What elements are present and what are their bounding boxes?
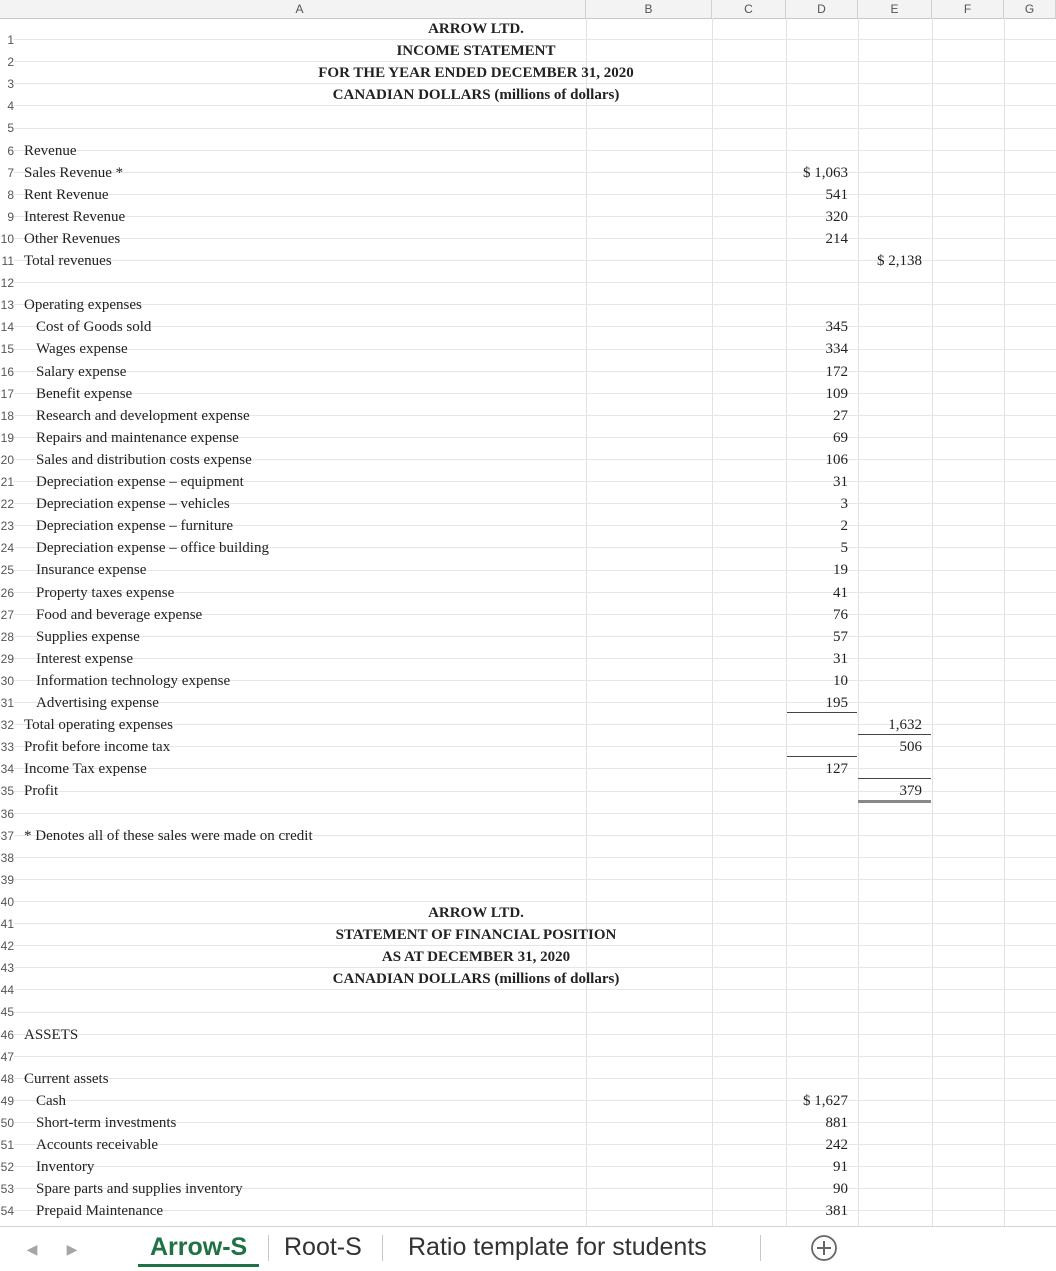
row-header[interactable]: 39	[0, 872, 14, 887]
current-asset-value: 242	[825, 1137, 848, 1153]
row-divider	[14, 194, 1056, 195]
tab-arrow-s[interactable]: Arrow-S	[138, 1227, 259, 1267]
row-header[interactable]: 31	[0, 696, 14, 710]
current-asset-label: Cash	[36, 1092, 66, 1109]
row-divider	[14, 636, 1056, 637]
income-tax-label: Income Tax expense	[24, 761, 147, 778]
total-underline	[787, 712, 857, 713]
financial-position-title: ARROW LTD.	[428, 905, 524, 921]
revenue-value: 541	[825, 186, 848, 203]
total-revenues-label: Total revenues	[24, 253, 112, 269]
row-divider	[14, 1012, 1056, 1013]
row-divider	[14, 1210, 1056, 1211]
row-header[interactable]: 4	[7, 99, 14, 114]
row-header[interactable]: 8	[7, 187, 14, 202]
row-divider	[14, 326, 1056, 327]
expense-value: 27	[833, 407, 848, 424]
row-header[interactable]: 22	[0, 497, 14, 512]
column-divider	[712, 18, 713, 1226]
row-header[interactable]: 41	[0, 917, 14, 931]
current-asset-value: $ 1,627	[803, 1092, 848, 1109]
expense-value: 3	[840, 496, 848, 513]
revenue-value: 320	[825, 208, 848, 225]
expense-label: Depreciation expense – vehicles	[36, 496, 230, 513]
row-header[interactable]: 48	[0, 1071, 14, 1086]
row-divider	[14, 989, 1056, 990]
column-divider	[586, 18, 587, 1226]
row-divider	[14, 304, 1056, 305]
financial-position-title: AS AT DECEMBER 31, 2020	[381, 949, 571, 966]
row-divider	[14, 945, 1056, 946]
expense-label: Wages expense	[36, 341, 128, 358]
profit-before-tax-label: Profit before income tax	[24, 739, 171, 756]
row-header[interactable]: 54	[0, 1204, 14, 1219]
expense-value: 31	[833, 474, 848, 490]
row-header[interactable]: 24	[0, 541, 14, 556]
expense-label: Research and development expense	[36, 407, 250, 424]
expense-value: 334	[825, 341, 848, 358]
row-divider	[14, 768, 1056, 769]
row-header[interactable]: 3	[7, 77, 14, 92]
row-header[interactable]: 51	[0, 1138, 14, 1152]
income-statement-title: INCOME STATEMENT	[396, 43, 556, 60]
current-asset-label: Accounts receivable	[36, 1137, 159, 1153]
row-divider	[14, 83, 1056, 84]
expense-label: Information technology expense	[36, 672, 231, 689]
total-operating-label: Total operating expenses	[24, 717, 173, 734]
row-header[interactable]: 53	[0, 1182, 14, 1197]
expense-label: Insurance expense	[36, 562, 147, 579]
revenue-value: 214	[825, 230, 848, 247]
total-revenues-value: $ 2,138	[877, 253, 922, 269]
profit-before-tax-value: 506	[899, 739, 922, 756]
row-divider	[14, 371, 1056, 372]
expense-value: 31	[833, 650, 848, 667]
row-divider	[14, 172, 1056, 173]
expense-value: 106	[825, 451, 848, 468]
tab-separator	[268, 1235, 269, 1261]
row-header[interactable]: 29	[0, 651, 14, 666]
row-header[interactable]: 32	[0, 718, 14, 733]
expense-label: Depreciation expense – office building	[36, 540, 269, 557]
row-header[interactable]: 5	[7, 121, 14, 136]
row-header[interactable]: 30	[0, 673, 14, 688]
row-header[interactable]: 44	[0, 983, 14, 998]
expense-label: Depreciation expense – equipment	[36, 474, 244, 490]
row-divider	[14, 1166, 1056, 1167]
profit-value: 379	[899, 783, 922, 800]
row-header[interactable]: 33	[0, 740, 14, 755]
row-divider	[14, 238, 1056, 239]
row-divider	[14, 570, 1056, 571]
revenue-label: Rent Revenue	[24, 186, 109, 203]
expense-label: Salary expense	[36, 363, 127, 380]
column-header-b[interactable]: B	[586, 0, 712, 18]
expense-label: Advertising expense	[36, 695, 159, 711]
expense-value: 109	[825, 385, 848, 402]
current-assets-header: Current assets	[24, 1070, 109, 1087]
row-header[interactable]: 28	[0, 629, 14, 644]
tab-root-s[interactable]: Root-S	[284, 1233, 362, 1261]
current-asset-value: 90	[833, 1181, 848, 1198]
row-divider	[14, 349, 1056, 350]
row-divider	[14, 393, 1056, 394]
row-header[interactable]: 45	[0, 1005, 14, 1020]
row-header[interactable]: 17	[0, 386, 14, 401]
row-divider	[14, 216, 1056, 217]
current-asset-value: 91	[833, 1159, 848, 1176]
row-divider	[14, 128, 1056, 129]
footnote: * Denotes all of these sales were made on credit	[24, 827, 313, 844]
row-divider	[14, 879, 1056, 880]
profit-label: Profit	[24, 783, 59, 800]
row-divider	[14, 923, 1056, 924]
row-divider	[14, 901, 1056, 902]
current-asset-label: Short-term investments	[36, 1114, 177, 1131]
row-header[interactable]: 34	[0, 762, 14, 777]
total-underline	[858, 778, 931, 779]
row-header[interactable]: 1	[7, 33, 14, 47]
total-underline	[858, 734, 931, 735]
row-divider	[14, 1078, 1056, 1079]
row-divider	[14, 1034, 1056, 1035]
sheet-tab-bar	[0, 1226, 1056, 1271]
financial-position-title: STATEMENT OF FINANCIAL POSITION	[335, 927, 617, 944]
row-header[interactable]: 27	[0, 607, 14, 622]
row-divider	[14, 1056, 1056, 1057]
row-header[interactable]: 50	[0, 1115, 14, 1130]
row-header[interactable]: 2	[7, 55, 14, 70]
row-header[interactable]: 18	[0, 408, 14, 423]
row-divider	[14, 105, 1056, 106]
row-divider	[14, 967, 1056, 968]
revenue-value: $ 1,063	[803, 164, 848, 181]
row-header[interactable]: 23	[0, 519, 14, 534]
column-header-g[interactable]: G	[1004, 0, 1056, 18]
row-header[interactable]: 43	[0, 961, 14, 976]
revenue-label: Interest Revenue	[24, 208, 126, 225]
row-header[interactable]: 46	[0, 1027, 14, 1042]
tab-separator	[382, 1235, 383, 1261]
expense-label: Benefit expense	[36, 385, 133, 402]
expense-label: Depreciation expense – furniture	[36, 518, 233, 535]
column-header-f[interactable]: F	[932, 0, 1004, 18]
row-header[interactable]: 40	[0, 894, 14, 909]
operating-expenses-header: Operating expenses	[24, 297, 142, 314]
expense-label: Supplies expense	[36, 628, 140, 645]
row-header[interactable]: 7	[7, 165, 14, 180]
column-header-c[interactable]: C	[712, 0, 786, 18]
revenue-label: Sales Revenue *	[24, 164, 124, 181]
current-asset-value: 881	[825, 1114, 848, 1131]
row-divider	[14, 702, 1056, 703]
row-header[interactable]: 26	[0, 585, 14, 600]
row-divider	[14, 150, 1056, 151]
expense-label: Food and beverage expense	[36, 606, 203, 623]
row-header[interactable]: 14	[0, 320, 14, 335]
expense-value: 172	[825, 363, 848, 380]
row-header[interactable]: 38	[0, 850, 14, 865]
tab-separator	[760, 1235, 761, 1261]
assets-header: ASSETS	[24, 1026, 79, 1043]
row-header[interactable]: 25	[0, 563, 14, 578]
row-header[interactable]: 49	[0, 1093, 14, 1108]
row-header[interactable]: 47	[0, 1049, 14, 1064]
total-underline	[858, 800, 931, 803]
revenue-label: Other Revenues	[24, 230, 121, 247]
column-header-a[interactable]: A	[14, 0, 586, 18]
current-asset-label: Inventory	[36, 1159, 95, 1176]
row-header[interactable]: 21	[0, 475, 14, 489]
row-divider	[14, 857, 1056, 858]
row-header[interactable]: 19	[0, 430, 14, 445]
row-header[interactable]: 20	[0, 452, 14, 467]
expense-value: 2	[840, 518, 848, 535]
expense-value: 57	[833, 628, 848, 645]
row-header[interactable]: 15	[0, 342, 14, 357]
row-header[interactable]: 37	[0, 828, 14, 843]
row-divider	[14, 282, 1056, 283]
expense-label: Repairs and maintenance expense	[36, 429, 239, 446]
expense-label: Cost of Goods sold	[36, 319, 152, 336]
expense-value: 10	[833, 672, 848, 689]
expense-value: 5	[840, 540, 848, 557]
row-header[interactable]: 6	[7, 143, 14, 158]
row-header[interactable]: 36	[0, 806, 14, 821]
add-sheet-icon[interactable]	[810, 1234, 838, 1262]
expense-label: Property taxes expense	[36, 584, 175, 601]
row-divider	[14, 39, 1056, 40]
column-header-d[interactable]: D	[786, 0, 858, 18]
current-asset-value: 381	[825, 1203, 848, 1220]
column-headers	[0, 0, 1056, 19]
total-underline	[787, 756, 857, 757]
row-divider	[14, 658, 1056, 659]
next-sheet-icon[interactable]: ▶	[66, 1241, 78, 1257]
row-divider	[14, 1100, 1056, 1101]
column-divider	[932, 18, 933, 1226]
row-header[interactable]: 35	[0, 784, 14, 799]
current-asset-label: Spare parts and supplies inventory	[36, 1181, 243, 1198]
expense-value: 69	[833, 429, 848, 446]
total-operating-value: 1,632	[888, 717, 922, 734]
column-divider	[1004, 18, 1005, 1226]
row-divider	[14, 813, 1056, 814]
tab-ratio-template[interactable]: Ratio template for students	[408, 1233, 707, 1261]
financial-position-title: CANADIAN DOLLARS (millions of dollars)	[332, 971, 620, 988]
expense-value: 76	[833, 606, 848, 623]
row-header[interactable]: 12	[0, 276, 14, 291]
row-header[interactable]: 52	[0, 1160, 14, 1175]
income-statement-title: FOR THE YEAR ENDED DECEMBER 31, 2020	[318, 65, 634, 82]
current-asset-label: Prepaid Maintenance	[36, 1203, 164, 1220]
row-header[interactable]: 9	[7, 209, 14, 224]
income-tax-value: 127	[825, 761, 848, 778]
prev-sheet-icon[interactable]: ◀	[26, 1241, 38, 1257]
expense-value: 345	[825, 319, 848, 336]
row-header[interactable]: 42	[0, 939, 14, 954]
expense-label: Interest expense	[36, 650, 134, 667]
income-statement-title: CANADIAN DOLLARS (millions of dollars)	[332, 87, 620, 104]
column-divider	[858, 18, 859, 1226]
expense-label: Sales and distribution costs expense	[36, 451, 252, 468]
expense-value: 41	[833, 584, 848, 601]
expense-value: 195	[825, 695, 848, 711]
row-divider	[14, 1144, 1056, 1145]
column-header-e[interactable]: E	[858, 0, 932, 18]
row-header[interactable]: 11	[1, 254, 14, 268]
expense-value: 19	[833, 562, 848, 579]
row-divider	[14, 61, 1056, 62]
row-header[interactable]: 16	[0, 364, 14, 379]
row-header[interactable]: 13	[0, 298, 14, 313]
income-statement-title: ARROW LTD.	[428, 21, 524, 37]
revenue-header: Revenue	[24, 142, 77, 159]
row-header[interactable]: 10	[0, 231, 14, 246]
